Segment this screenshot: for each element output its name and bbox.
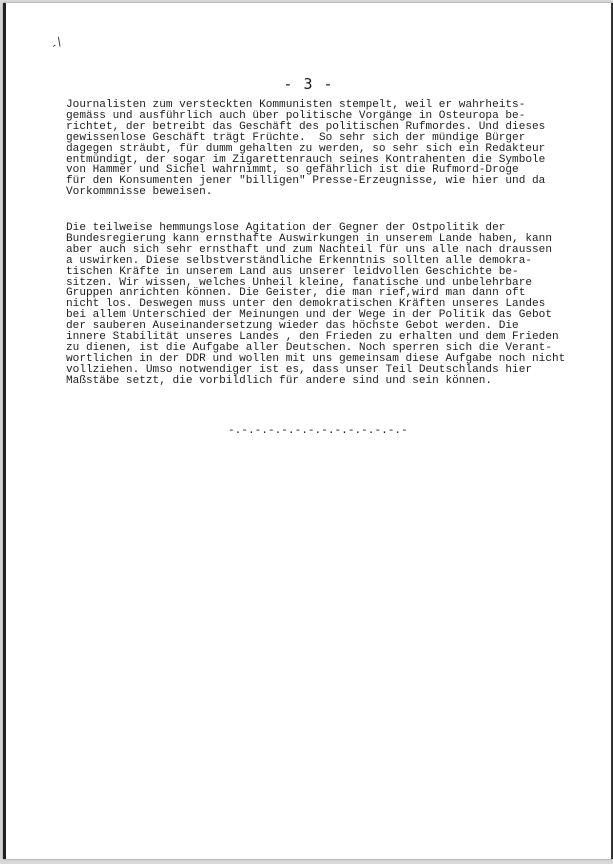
text-line: wortlichen in der DDR und wollen mit uns gemeinsam diese Aufgabe noch nicht bbox=[66, 352, 566, 365]
text-line: entmündigt, der sogar im Zigarettenrauch seines Kontrahenten die Symbole bbox=[66, 153, 546, 166]
text-line: von Hammer und Sichel wahrnimmt, so gefährlich ist die Rufmord-Droge bbox=[66, 164, 519, 177]
text-line: zu dienen, ist die Aufgabe aller Deutschen. Noch sperren sich die Verant- bbox=[66, 341, 552, 354]
text-line: innere Stabilität unseres Landes , den Frieden zu erhalten und dem Frieden bbox=[66, 331, 559, 344]
document-page bbox=[3, 3, 613, 859]
end-separator: -.-.-.-.-.-.-.-.-.-.-.-.-.- bbox=[228, 425, 408, 437]
text-line: Bundesregierung kann ernsthafte Auswirkungen in unserem Lande haben, kann bbox=[66, 232, 552, 245]
text-line: richtet, der betreibt das Geschäft des politischen Rufmordes. Und dieses bbox=[66, 120, 546, 133]
page-number: - 3 - bbox=[283, 75, 334, 93]
paragraph-2 bbox=[66, 223, 613, 387]
text-line: vollziehen. Umso notwendiger ist es, dass unser Teil Deutschlands hier bbox=[66, 363, 533, 376]
text-line: Die teilweise hemmungslose Agitation der Gegner der Ostpolitik der bbox=[66, 222, 506, 234]
text-line: bei allem Unterschied der Meinungen und der Wege in der Politik das Gebot bbox=[66, 309, 552, 322]
handwritten-mark: -/ bbox=[47, 34, 66, 53]
text-line: Gruppen anrichten können. Die Geister, die man rief,wird man dann oft bbox=[66, 287, 526, 300]
text-line: sitzen. Wir wissen, welches Unheil kleine, fanatische und unbelehrbare bbox=[66, 276, 533, 289]
text-line: Vorkommnisse beweisen. bbox=[66, 186, 213, 199]
paragraph-1 bbox=[66, 100, 613, 198]
text-line: für den Konsumenten jener "billigen" Presse-Erzeugnisse, wie hier und da bbox=[66, 175, 546, 188]
text-line: Maßstäbe setzt, die vorbildlich für andere sind und sein können. bbox=[66, 374, 493, 387]
text-line: aber auch sich sehr ernsthaft und zum Nachteil für uns alle nach draussen bbox=[66, 243, 552, 256]
text-line: gemäss und ausführlich auch über politische Vorgänge in Osteuropa be- bbox=[66, 109, 526, 122]
text-line: der sauberen Auseinandersetzung wieder das höchste Gebot werden. Die bbox=[66, 320, 519, 333]
text-line: Journalisten zum versteckten Kommunisten stempelt, weil er wahrheits- bbox=[66, 99, 526, 111]
text-line: a uswirken. Diese selbstverständliche Erkenntnis sollten alle demokra- bbox=[66, 254, 533, 267]
text-line: tischen Kräfte in unserem Land aus unserer leidvollen Geschichte be- bbox=[66, 265, 519, 278]
text-line: dagegen sträubt, für dumm gehalten zu werden, so sehr sich ein Redakteur bbox=[66, 142, 546, 155]
text-line: gewissenlose Geschäft trägt Früchte. So sehr sich der mündige Bürger bbox=[66, 131, 526, 144]
text-line: nicht los. Deswegen muss unter den demokratischen Kräften unseres Landes bbox=[66, 298, 546, 311]
